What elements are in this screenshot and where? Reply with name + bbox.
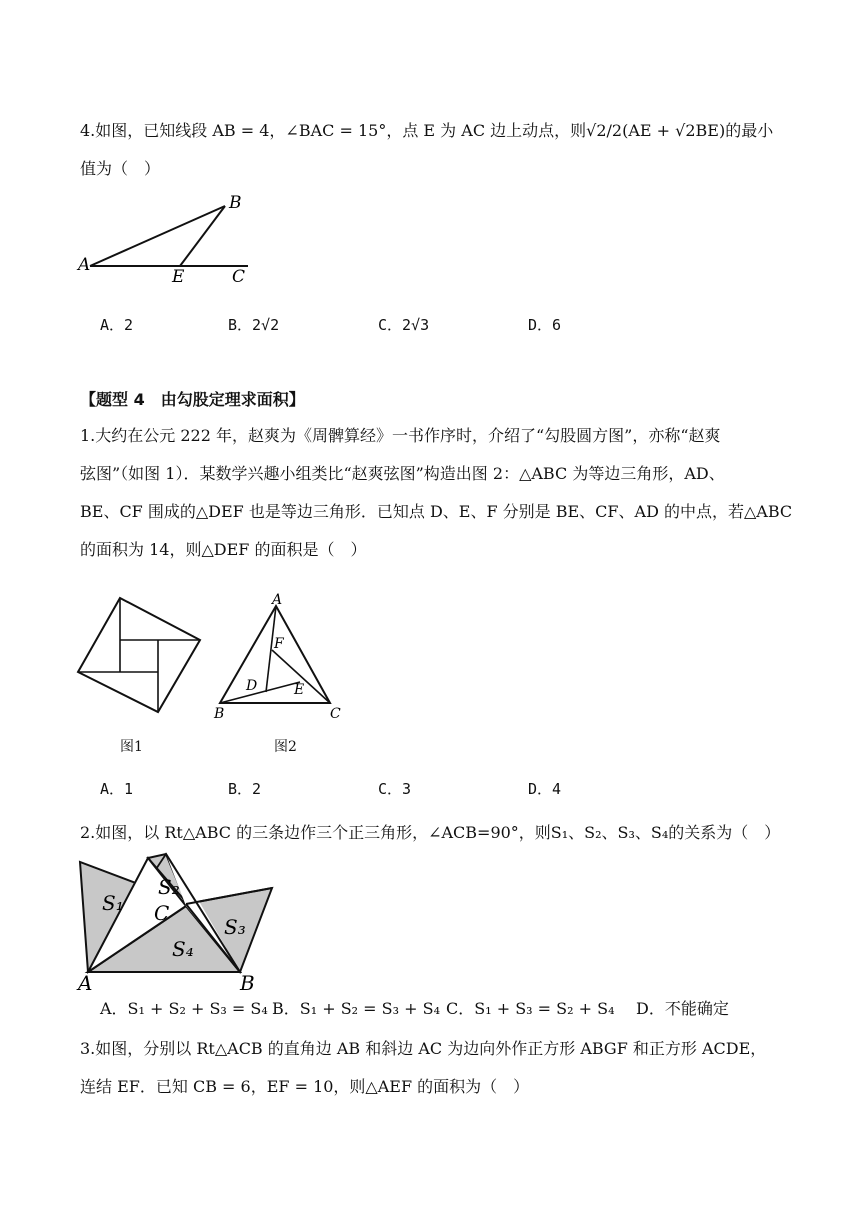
label-s3: S₃ [224,915,246,939]
q4-option-a: A．2 [100,316,134,334]
label-e: E [172,267,185,287]
q2-option-a: A．S₁ + S₂ + S₃ = S₄ [100,999,268,1018]
label-s4: S₄ [172,937,194,961]
q1-figure-2 [210,590,360,725]
q1-line-1: 1.大约在公元 222 年，赵爽为《周髀算经》一书作序时，介绍了“勾股圆方图”，亦称“赵爽 [80,426,721,445]
q4-line-1: 4.如图，已知线段 AB = 4，∠BAC = 15°，点 E 为 AC 边上动点，则√2/2(AE + √2BE)的最小 [80,121,774,140]
label-c: C [330,706,341,722]
label-a: A [78,255,91,275]
q2-option-d: D．不能确定 [636,999,729,1018]
q1-line-3: BE、CF 围成的△DEF 也是等边三角形．已知点 D、E、F 分别是 BE、CF、AD 的中点，若△ABC [80,502,793,521]
q2-figure [74,848,278,992]
q4-line-2: 值为（ ） [80,159,161,178]
q1-option-c: C．3 [378,780,412,798]
label-c: C [154,901,170,925]
q4-option-b: B．2√2 [228,316,280,334]
label-d: D [246,678,258,694]
label-b: B [240,971,255,992]
section-heading: 【题型 4 由勾股定理求面积】 [80,390,305,409]
q1-figure-1 [74,594,204,716]
segment-ab [90,206,225,266]
q4-option-d: D．6 [528,316,562,334]
label-s2: S₂ [158,875,180,899]
outer-square [78,598,200,712]
q1-option-b: B．2 [228,780,262,798]
q1-line-4: 的面积为 14，则△DEF 的面积是（ ） [80,540,367,559]
q4-figure [70,188,270,288]
q1-line-2: 弦图”（如图 1）．某数学兴趣小组类比“赵爽弦图”构造出图 2：△ABC 为等边三角形，AD、 [80,464,725,483]
label-a: A [78,971,93,992]
q2-option-c: C．S₁ + S₃ = S₂ + S₄ [446,999,615,1018]
label-b: B [214,706,225,722]
q4-option-c: C．2√3 [378,316,430,334]
q3-line-2: 连结 EF．已知 CB = 6，EF = 10，则△AEF 的面积为（ ） [80,1077,530,1096]
q2-option-b: B．S₁ + S₂ = S₃ + S₄ [272,999,440,1018]
q3-line-1: 3.如图，分别以 Rt△ACB 的直角边 AB 和斜边 AC 为边向外作正方形 ABGF 和正方形 ACDE， [80,1039,767,1058]
q1-option-d: D．4 [528,780,562,798]
label-b: B [229,193,242,213]
label-s1: S₁ [102,891,124,915]
label-f: F [274,636,284,652]
label-e: E [294,682,305,698]
label-c: C [232,267,246,287]
q1-figure-1-caption: 图1 [120,739,143,755]
q2-line: 2.如图，以 Rt△ABC 的三条边作三个正三角形，∠ACB=90°，则S₁、S₂、S₃、S₄的关系为（ ） [80,823,781,842]
label-a: A [272,592,283,608]
q1-option-a: A．1 [100,780,134,798]
q1-figure-2-caption: 图2 [274,739,297,755]
